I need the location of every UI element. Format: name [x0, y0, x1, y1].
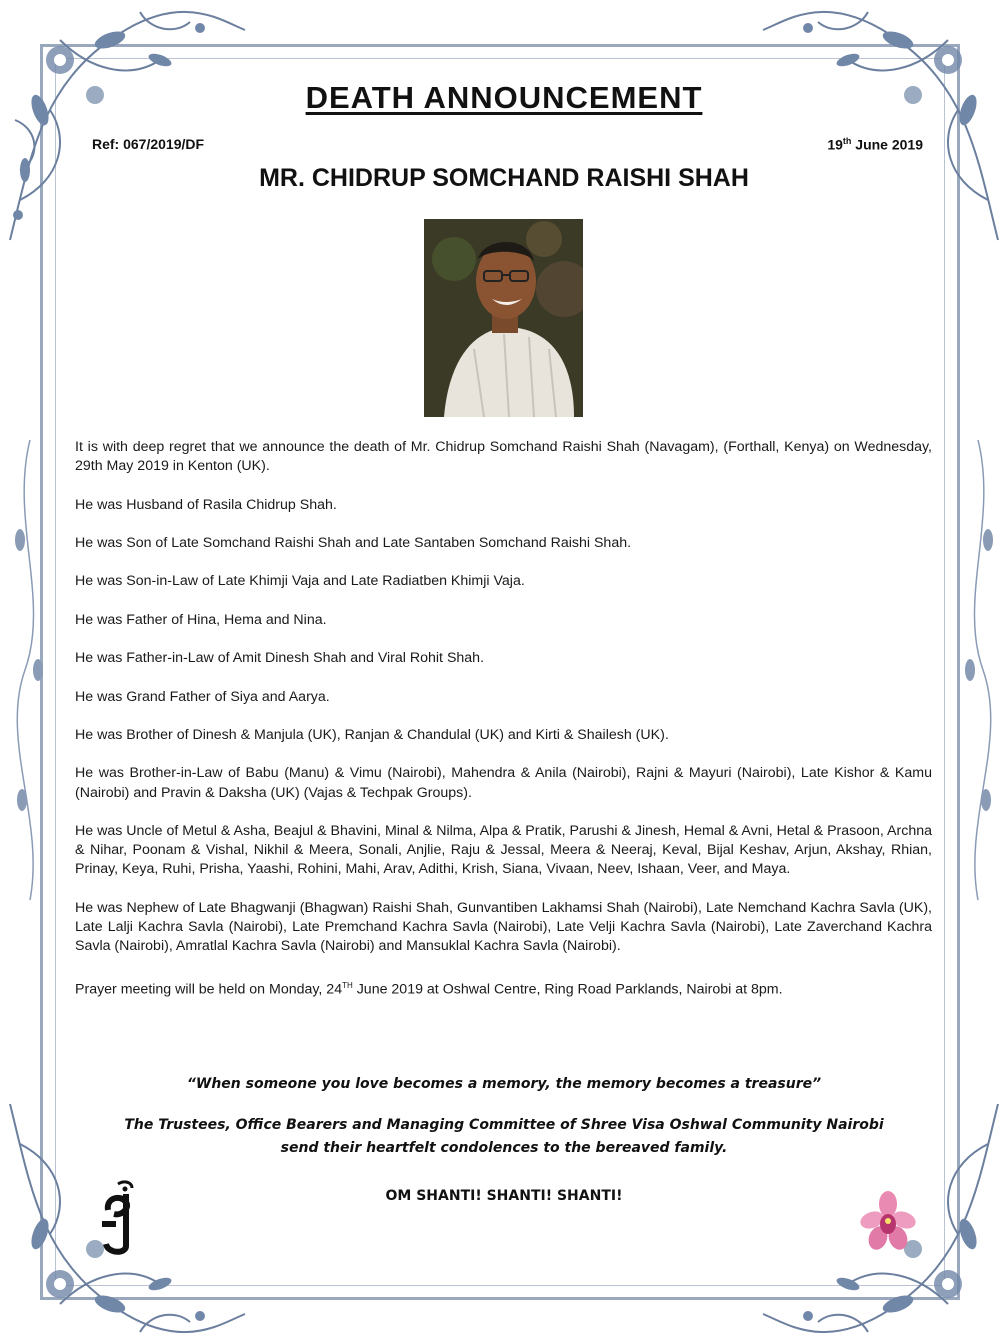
- condolence-line-1: The Trustees, Office Bearers and Managing Committee of Shree Visa Oshwal Community Nairobi: [124, 1117, 884, 1133]
- page-title: DEATH ANNOUNCEMENT: [305, 80, 703, 115]
- pink-orchid-icon: [860, 1190, 916, 1252]
- son-paragraph: He was Son of Late Somchand Raishi Shah and Late Santaben Somchand Raishi Shah.: [75, 534, 632, 551]
- brother-in-law-paragraph: He was Brother-in-Law of Babu (Manu) & Vimu (Nairobi), Mahendra & Anila (Nairobi), Rajni & Mayuri (Nairobi), Late Kishor & Kamu (Nairobi) and Pravin & Daksha (UK) (Vajas & Techpak Groups).: [75, 765, 932, 801]
- portrait-photo: [424, 219, 583, 417]
- announcement-body: [75, 438, 932, 1019]
- father-paragraph: He was Father of Hina, Hema and Nina.: [75, 611, 327, 628]
- husband-paragraph: He was Husband of Rasila Chidrup Shah.: [75, 496, 337, 513]
- father-in-law-paragraph: He was Father-in-Law of Amit Dinesh Shah and Viral Rohit Shah.: [75, 650, 485, 667]
- death-notice-paragraph: It is with deep regret that we announce the death of Mr. Chidrup Somchand Raishi Shah (Navagam), (Forthall, Kenya) on Wednesday, 29th May 2019 in Kenton (UK).: [75, 439, 932, 475]
- uncle-paragraph: He was Uncle of Metul & Asha, Beajul & Bhavini, Minal & Nilma, Alpa & Pratik, Parushi & Jinesh, Hemal & Avni, Hetal & Prasoon, Archna & Nihar, Poonam & Vishal, Nikhil & Meera, Sonali, Anjlie, Raju & Jessal, Meera & Neeraj, Keval, Bijal Keshav, Arjun, Akshay, Rhian, Prinay, Keya, Ruhi, Prisha, Yaashi, Rohini, Mahi, Arav, Adithi, Krish, Siana, Vivaan, Neev, Ishaan, Veer, and Maya.: [75, 822, 932, 878]
- son-in-law-paragraph: He was Son-in-Law of Late Khimji Vaja and Late Radiatben Khimji Vaja.: [75, 573, 525, 590]
- om-shanti-text: OM SHANTI! SHANTI! SHANTI!: [385, 1188, 623, 1204]
- memorial-quote: “When someone you love becomes a memory, the memory becomes a treasure”: [186, 1076, 822, 1092]
- side-vine-ornament-icon: [0, 440, 60, 900]
- grandfather-paragraph: He was Grand Father of Siya and Aarya.: [75, 688, 330, 705]
- deceased-name: MR. CHIDRUP SOMCHAND RAISHI SHAH: [259, 164, 749, 192]
- announcement-date: 19th June 2019: [827, 136, 923, 153]
- side-vine-ornament-icon: [948, 440, 1008, 900]
- floral-corner-ornament-icon: [0, 0, 250, 250]
- condolence-line-2: send their heartfelt condolences to the bereaved family.: [280, 1140, 728, 1156]
- nephew-paragraph: He was Nephew of Late Bhagwanji (Bhagwan) Raishi Shah, Gunvantiben Lakhamsi Shah (Nairobi), Late Nemchand Kachra Savla (UK), Late Lalji Kachra Savla (Nairobi), Late Premchand Kachra Savla (Nairobi), Late Velji Kachra Savla (Nairobi), Late Zaverchand Kachra Savla (Nairobi), Amratlal Kachra Savla (Nairobi) and Mansuklal Kachra Savla (Nairobi).: [75, 899, 932, 955]
- reference-number: Ref: 067/2019/DF: [92, 136, 205, 152]
- om-jain-symbol-icon: [98, 1180, 138, 1256]
- floral-corner-ornament-icon: [758, 0, 1008, 250]
- prayer-meeting-paragraph: Prayer meeting will be held on Monday, 24TH June 2019 at Oshwal Centre, Ring Road Parklands, Nairobi at 8pm.: [75, 980, 783, 998]
- brother-paragraph: He was Brother of Dinesh & Manjula (UK), Ranjan & Chandulal (UK) and Kirti & Shailesh (UK).: [75, 726, 669, 743]
